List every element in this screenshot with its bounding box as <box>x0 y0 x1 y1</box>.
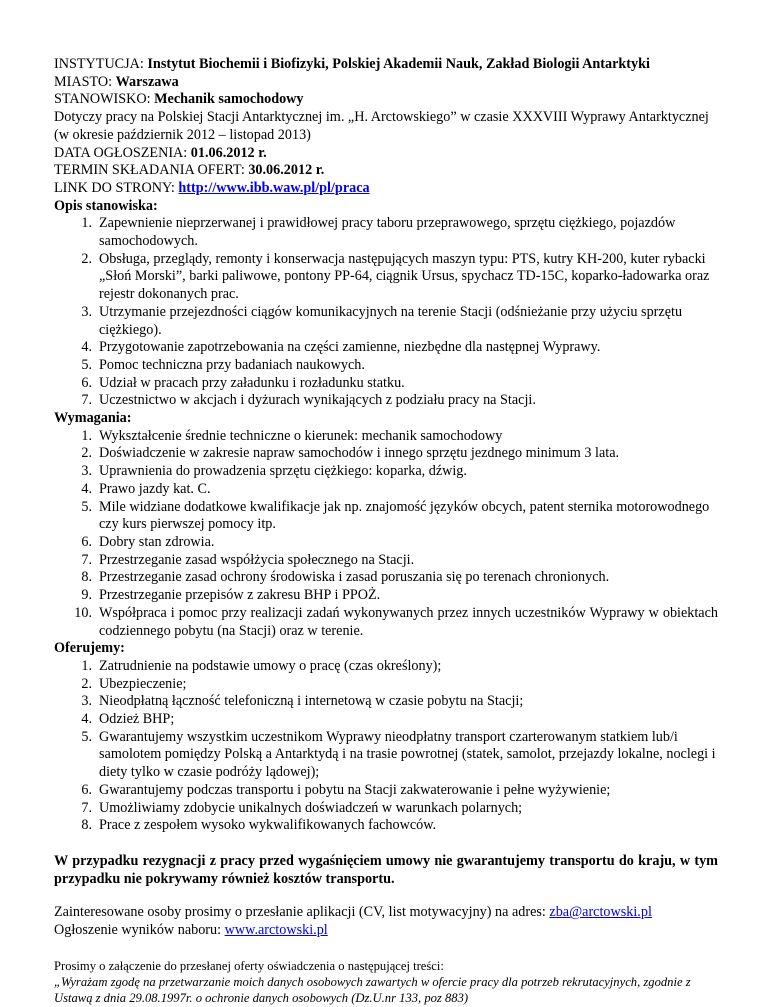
list-item: 4. Prawo jazdy kat. C. <box>81 480 211 497</box>
contact-section <box>54 904 718 939</box>
list-item: 8. Prace z zespołem wysoko wykwalifikowanych fachowców. <box>81 817 437 834</box>
list-item: 6. Dobry stan zdrowia. <box>81 533 215 550</box>
list-item: 7. Uczestnictwo w akcjach i dyżurach wynikających z podziału pracy na Stacji. <box>81 392 536 409</box>
link-line <box>54 180 718 198</box>
offer-list <box>54 658 718 835</box>
list-item: 5. Mile widziane dodatkowe kwalifikacje jak np. znajomość języków obcych, patent sternika motorowodnego czy kurs pierwszej pomocy itp. <box>81 498 710 533</box>
description-list <box>54 215 718 410</box>
job-announcement-document <box>54 56 718 1007</box>
list-item: 6. Gwarantujemy podczas transportu i pobytu na Stacji zakwaterowanie i pełne wyżywienie; <box>81 781 611 798</box>
list-item: 3. Utrzymanie przejezdności ciągów komunikacyjnych na terenie Stacji (odśnieżanie przy użyciu sprzętu ciężkiego). <box>81 303 683 338</box>
requirements-heading: Wymagania: <box>54 410 132 427</box>
link-label: LINK DO STRONY: <box>54 179 175 196</box>
job-page-link[interactable]: http://www.ibb.waw.pl/pl/praca <box>178 179 370 196</box>
list-item: 6. Udział w pracach przy załadunku i rozładunku statku. <box>81 374 405 391</box>
list-item: 4. Przygotowanie zapotrzebowania na części zamienne, niezbędne dla następnej Wyprawy. <box>81 339 601 356</box>
resignation-notice: W przypadku rezygnacji z pracy przed wygaśnięciem umowy nie gwarantujemy transportu do kraju, w tym przypadku nie pokrywamy również kosztów transportu. <box>54 852 718 887</box>
results-text: Ogłoszenie wyników naboru: <box>54 922 222 939</box>
results-link[interactable]: www.arctowski.pl <box>224 922 328 939</box>
list-item: 7. Umożliwiamy zdobycie unikalnych doświadczeń w warunkach polarnych; <box>81 799 523 816</box>
list-item: 2. Obsługa, przeglądy, remonty i konserwacja następujących maszyn typu: PTS, kutry KH-200, kuter rybacki „Słoń Morski”, barki paliwowe, pontony PP-64, ciągnik Ursus, spychacz TD-15C, koparko-ładowarka oraz rejestr dokonanych prac. <box>81 250 710 303</box>
consent-quote: „Wyrażam zgodę na przetwarzanie moich danych osobowych zawartych w ofercie pracy dla potrzeb rekrutacyjnych, zgodnie z Ustawą z dnia 29.08.1997r. o ochronie danych osobowych (Dz.U.nr 133, poz 883) <box>54 975 691 1006</box>
institution-label: INSTYTUCJA: <box>54 56 144 72</box>
city-value: Warszawa <box>115 73 179 90</box>
institution-value: Instytut Biochemii i Biofizyki, Polskiej Akademii Nauk, Zakład Biologii Antarktyki <box>147 56 650 72</box>
consent-section <box>54 958 718 1007</box>
list-item: 10. Współpraca i pomoc przy realizacji zadań wykonywanych przez innych uczestników Wyprawy w obiektach codziennego pobytu (na Stacji) oraz w terenie. <box>74 604 718 639</box>
position-line <box>54 91 718 109</box>
list-item: 5. Pomoc techniczna przy badaniach naukowych. <box>81 356 365 373</box>
announcement-date-line <box>54 145 718 163</box>
institution-line <box>54 56 718 74</box>
city-label: MIASTO: <box>54 73 113 90</box>
offer-heading: Oferujemy: <box>54 640 125 657</box>
list-item: 3. Uprawnienia do prowadzenia sprzętu ciężkiego: koparka, dźwig. <box>81 463 467 480</box>
list-item: 1. Zapewnienie nieprzerwanej i prawidłowej pracy taboru przeprawowego, sprzętu ciężkiego, pojazdów samochodowych. <box>81 215 676 250</box>
requirements-list <box>54 428 718 640</box>
list-item: 1. Zatrudnienie na podstawie umowy o pracę (czas określony); <box>81 657 442 674</box>
list-item: 2. Doświadczenie w zakresie napraw samochodów i innego sprzętu jezdnego minimum 3 lata. <box>81 445 620 462</box>
application-line <box>54 904 718 922</box>
deadline-value: 30.06.2012 r. <box>248 162 325 179</box>
list-item: 1. Wykształcenie średnie techniczne o kierunek: mechanik samochodowy <box>81 427 503 444</box>
list-item: 8. Przestrzeganie zasad ochrony środowiska i zasad poruszania się po terenach chronionych. <box>81 569 610 586</box>
position-label: STANOWISKO: <box>54 91 151 108</box>
announcement-date-label: DATA OGŁOSZENIA: <box>54 144 188 161</box>
deadline-label: TERMIN SKŁADANIA OFERT: <box>54 162 245 179</box>
announcement-date-value: 01.06.2012 r. <box>190 144 267 161</box>
consent-intro: Prosimy o załączenie do przesłanej oferty oświadczenia o następującej treści: <box>54 958 444 973</box>
list-item: 7. Przestrzeganie zasad współżycia społecznego na Stacji. <box>81 551 415 568</box>
results-line <box>54 922 718 940</box>
application-text: Zainteresowane osoby prosimy o przesłanie aplikacji (CV, list motywacyjny) na adres: <box>54 904 546 921</box>
city-line <box>54 74 718 92</box>
description-heading: Opis stanowiska: <box>54 197 158 214</box>
list-item: 9. Przestrzeganie przepisów z zakresu BHP i PPOŻ. <box>81 587 381 604</box>
position-value: Mechanik samochodowy <box>154 91 304 108</box>
list-item: 2. Ubezpieczenie; <box>81 675 187 692</box>
email-link[interactable]: zba@arctowski.pl <box>549 904 652 921</box>
list-item: 5. Gwarantujemy wszystkim uczestnikom Wyprawy nieodpłatny transport czarterowanym statkiem lub/i samolotem pomiędzy Polską a Antarktydą i na trasie powrotnej (statek, samolot, przejazdy lokalne, noclegi i diety tylko w czasie podróży lądowej); <box>81 728 716 781</box>
list-item: 3. Nieodpłatną łączność telefoniczną i internetową w czasie pobytu na Stacji; <box>81 693 524 710</box>
deadline-line <box>54 162 718 180</box>
expedition-description: Dotyczy pracy na Polskiej Stacji Antarktycznej im. „H. Arctowskiego” w czasie XXXVIII Wyprawy Antarktycznej (w okresie październik 2012 – listopad 2013) <box>54 109 709 143</box>
list-item: 4. Odzież BHP; <box>81 711 175 728</box>
